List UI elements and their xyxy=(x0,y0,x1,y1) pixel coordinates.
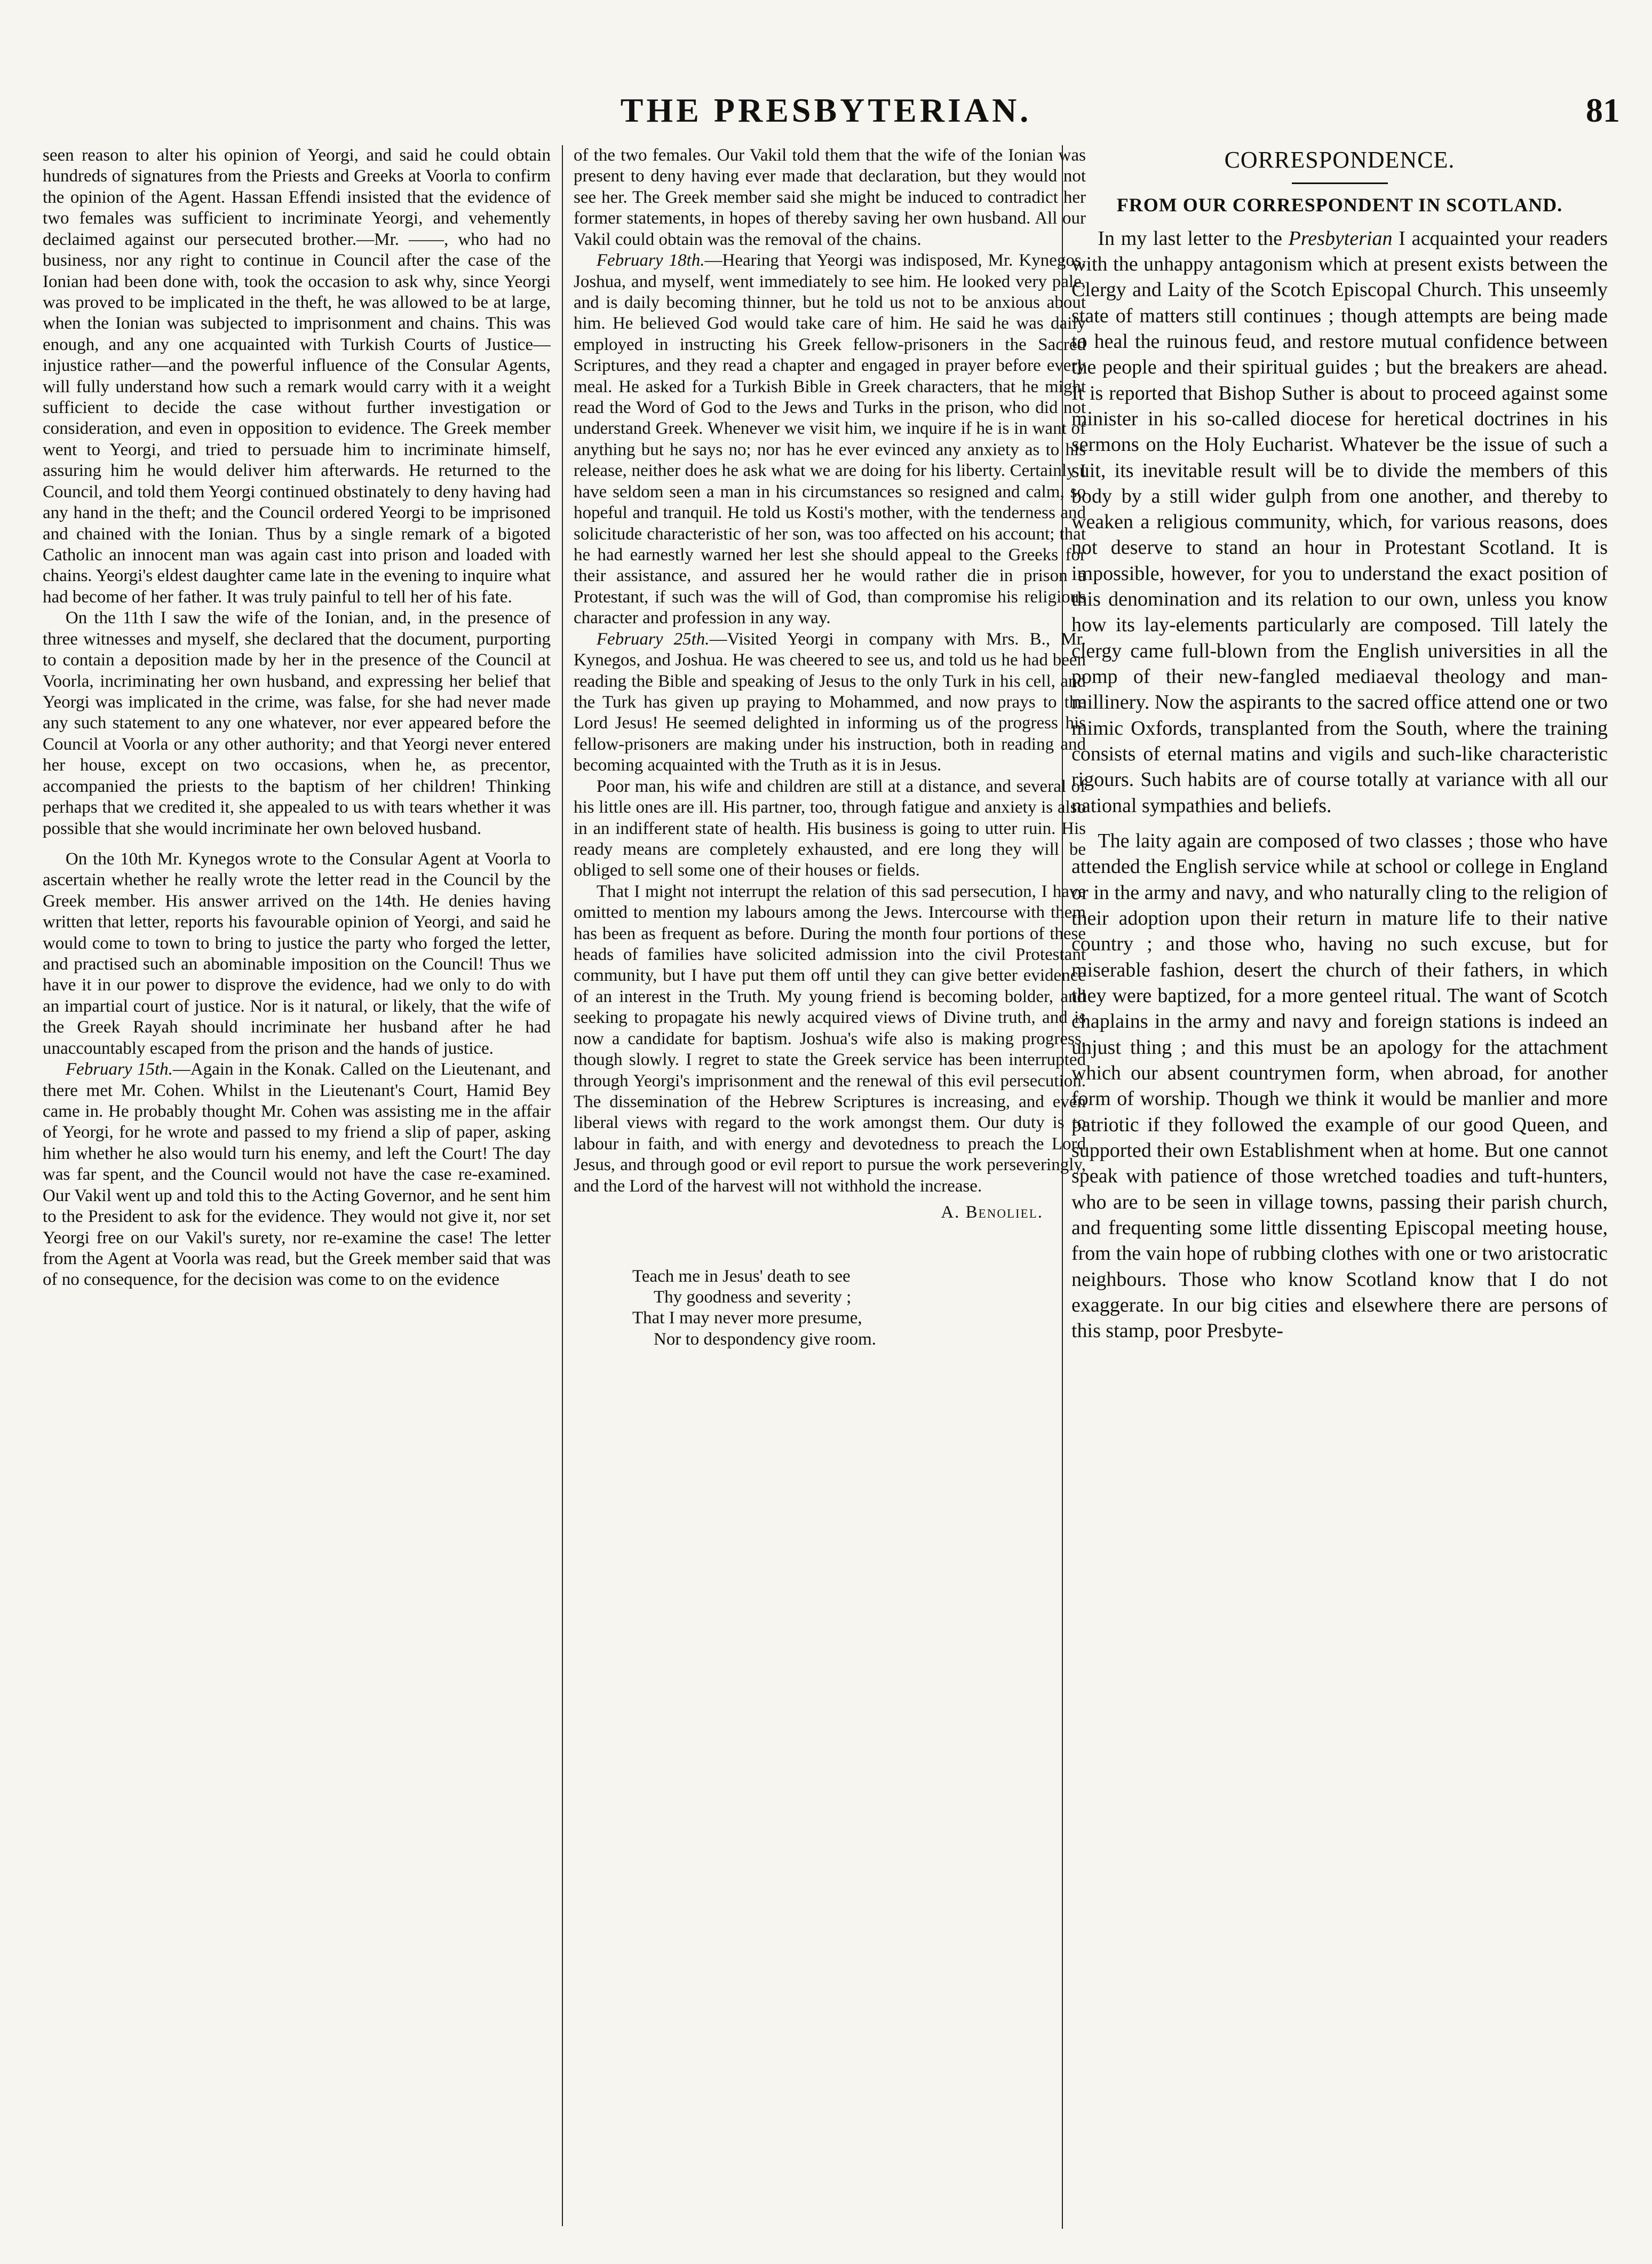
entry-text: —Again in the Konak. Called on the Lieutenant, and there met Mr. Cohen. Whilst in the Lieutenant's Court, Hamid Bey came in. He probably thought Mr. Cohen was assisting me in the affair of Yeorgi, for he wrote and passed to my friend a slip of paper, asking him whether he also would turn his enemy, and left the Court! The day was far spent, and the Council would not have the case re-examined. Our Vakil went up and told this to the Acting Governor, and he sent him to the President to ask for the evidence. They would not give it, nor set Yeorgi free on our Vakil's surety, nor re-examine the case! The letter from the Agent at Voorla was read, but the Greek member said that was of no consequence, for the decision was come to on the evidence xyxy=(43,1060,551,1290)
column-middle xyxy=(574,145,1086,2237)
hymn-line: Nor to despondency give room. xyxy=(654,1329,876,1349)
article-paragraph: Poor man, his wife and children are still at a distance, and several of his little ones are ill. His partner, too, through fatigue and anxiety is also in an indifferent state of health. His business is going to utter ruin. His ready means are completely exhausted, and ere long they will be obliged to sell some one of their houses or fields. xyxy=(574,776,1086,880)
article-paragraph xyxy=(1071,226,1608,819)
text-run: In my last letter to the xyxy=(1098,227,1289,250)
hymn-line: Thy goodness and severity ; xyxy=(654,1287,852,1307)
article-paragraph: of the two females. Our Vakil told them that the wife of the Ionian was present to deny having ever made that declaration, but they would not see her. The Greek member said she might be induced to contradict her former statements, in hopes of thereby saving her own husband. All our Vakil could obtain was the removal of the chains. xyxy=(574,146,1086,249)
entry-text: —Hearing that Yeorgi was indisposed, Mr. Kynegos, Joshua, and myself, went immediately to see him. He looked very pale, and is daily becoming thinner, but he told us not to be anxious about him. He believed God would take care of him. He said he was daily employed in instructing his Greek fellow-prisoners in the Sacred Scriptures, and they read a chapter and engaged in prayer before every meal. He asked for a Turkish Bible in Greek characters, that he might read the Word of God to the Jews and Turks in the prison, who did not understand Greek. Whenever we visit him, we inquire if he is in want of anything but he says no; nor has he ever evinced any anxiety as to his release, neither does he ask what we are doing for his liberty. Certainly I have seldom seen a man in his circumstances so resigned and calm, so hopeful and tranquil. He told us Kosti's mother, with the tenderness and solicitude characteristic of her son, was too affected on his account; that he had earnestly warned her lest she should appeal to the Greeks for their assistance, and assured her he would rather die in prison a Protestant, if such was the will of God, than compromise his religious character and profession in any way. xyxy=(574,251,1086,628)
article-paragraph xyxy=(574,250,1086,629)
author-signature: A. Benoliel. xyxy=(941,1203,1043,1222)
entry-date: February 18th. xyxy=(596,251,705,271)
article-paragraph: The laity again are composed of two classes ; those who have attended the English service while at school or college in England or in the army and navy, and who naturally cling to the religion of their adoption upon their return in mature life to their native country ; and those who, having no such excuse, but for miserable fashion, desert the church of their fathers, in which they were baptized, for a more genteel ritual. The want of Scotch chaplains in the army and navy and foreign stations is indeed an unjust thing ; and this must be an apology for the attachment which our absent countrymen form, when abroad, for another form of worship. Though we think it would be manlier and more patriotic if they followed the example of our good Queen, and supported their own Establishment when at home. But one cannot speak with patience of those wretched toadies and tuft-hunters, who are to be seen in village towns, passing their parish church, and frequenting some little dissenting Episcopal meeting house, from the vain hope of rubbing clothes with one or two aristocratic neighbours. Those who know Scotland know that I do not exaggerate. In our big cities and elsewhere there are persons of this stamp, poor Presbyte- xyxy=(1071,830,1608,1342)
article-paragraph: On the 10th Mr. Kynegos wrote to the Consular Agent at Voorla to ascertain whether he really wrote the letter read in the Council by the Greek member. His answer arrived on the 14th. He denies having written that letter, reports his favourable opinion of Yeorgi, and said he would come to town to bring to justice the party who forged the letter, and practised such an abominable imposition on the Council! Thus we have it in our power to disprove the evidence, had we only to do with an impartial court of justice. Nor is it natural, or likely, that the wife of the Greek Rayah should incriminate her husband after he had unaccountably escaped from the prison and the hands of justice. xyxy=(43,849,551,1058)
entry-text: —Visited Yeorgi in company with Mrs. B., Mr. Kynegos, and Joshua. He was cheered to see us, and told us he had been reading the Bible and speaking of Jesus to the only Turk in his cell, and the Turk has given up praying to Mohammed, and now prays to the Lord Jesus! He seemed delighted in informing us of the progress his fellow-prisoners are making under his instruction, both in reading and becoming acquainted with the Truth as it is in Jesus. xyxy=(574,629,1086,775)
article-paragraph: seen reason to alter his opinion of Yeorgi, and said he could obtain hundreds of signatures from the Priests and Greeks at Voorla to confirm the opinion of the Agent. Hassan Effendi insisted that the evidence of two females was sufficient to incriminate Yeorgi, and vehemently declaimed against our persecuted brother.—Mr. ——, who had no business, nor any right to continue in Council after the case of the Ionian had been done with, took the occasion to ask why, since Yeorgi was proved to be implicated in the theft, he was allowed to be at large, when the Ionian was subjected to imprisonment and chains. This was enough, and any one acquainted with Turkish Courts of Justice—injustice rather—and the powerful influence of the Consular Agents, will fully understand how such a remark would carry with it a weight sufficient to decide the case without further investigation or consideration, and even in opposition to evidence. The Greek member went to Yeorgi, and tried to persuade him to incriminate himself, assuring him he would deliver him afterwards. He returned to the Council, and told them Yeorgi continued obstinately to deny having had any hand in the theft; and the Council ordered Yeorgi to be imprisoned and chained with the Ionian. Thus by a single remark of a bigoted Catholic an innocent man was again cast into prison and loaded with chains. Yeorgi's eldest daughter came late in the evening to inquire what had become of her father. It was truly painful to tell her of his fate. xyxy=(43,146,551,607)
column-right xyxy=(1071,145,1608,2237)
page-number: 81 xyxy=(1586,91,1620,129)
article-paragraph: On the 11th I saw the wife of the Ionian, and, in the presence of three witnesses and myself, she declared that the document, purporting to contain a deposition made by her in the presence of the Council at Voorla, incriminating her own husband, and expressing her belief that Yeorgi was implicated in the crime, was false, for she had never made any such statement to any one whatever, nor ever appeared before the Council at Voorla or any other authority; and that Yeorgi never entered her house, except on two occasions, when he, as precentor, accompanied the priests to the baptism of her children! Thinking perhaps that we credited it, she appealed to us with tears whether it was possible that she would incriminate her own beloved husband. xyxy=(43,608,551,838)
entry-date: February 25th. xyxy=(596,629,710,649)
section-title: CORRESPONDENCE. xyxy=(1224,147,1455,173)
article-paragraph xyxy=(574,629,1086,776)
article-paragraph: That I might not interrupt the relation of this sad persecution, I have omitted to mention my labours among the Jews. Intercourse with them has been as frequent as before. During the month four portions of these heads of families have solicited admission into the civil Protestant community, but I have put them off until they can give better evidence of an interest in the Truth. My young friend is becoming bolder, and seeking to propagate his newly acquired views of Divine truth, and is now a candidate for baptism. Joshua's wife also is making progress, though slowly. I regret to state the Greek service has been interrupted through Yeorgi's imprisonment and the renewal of this evil persecution. The dissemination of the Hebrew Scriptures is increasing, and even liberal views with regard to the work amongst them. Our duty is to labour in faith, and with energy and devotedness to preach the Lord Jesus, and through good or evil report to pursue the work perseveringly, and the Lord of the harvest will not withhold the increase. xyxy=(574,881,1086,1196)
hymn-verse xyxy=(632,1266,1086,1351)
hymn-line: Teach me in Jesus' death to see xyxy=(632,1266,851,1286)
newspaper-title: THE PRESBYTERIAN. xyxy=(620,91,1032,129)
publication-name: Presbyterian xyxy=(1288,227,1393,250)
sub-title: FROM OUR CORRESPONDENT IN SCOTLAND. xyxy=(1116,194,1563,216)
article-paragraph xyxy=(43,1059,551,1291)
text-run: I acquainted your readers with the unhappy antagonism which at present exists between the Clergy and Laity of the Scotch Episcopal Church. This unseemly state of matters still continues ; though attempts are being made to heal the ruinous feud, and restore mutual confidence between the people and their spiritual guides ; but the breakers are ahead. It is reported that Bishop Suther is about to proceed against some minister in his so-called diocese for heretical doctrines in his sermons on the Holy Eucharist. Whatever be the issue of such a suit, its inevitable result will be to divide the members of this body by a still wider gulph from one another, and thereby to weaken a religious community, which, for various reasons, does not deserve to stand an hour in Protestant Scotland. It is impossible, however, for you to understand the exact position of this denomination and its relation to our own, unless you know how its lay-elements particularly are composed. Till lately the clergy came full-blown from the English universities in all the pomp of their new-fangled mediaeval theology and man-millinery. Now the aspirants to the sacred office attend one or two mimic Oxfords, transplanted from the South, where the training consists of eternal matins and vigils and such-like characteristic rigours. Such habits are of course totally at variance with all our national sympathies and beliefs. xyxy=(1071,227,1608,817)
column-divider-left xyxy=(562,145,563,2226)
title-rule xyxy=(1292,182,1388,184)
hymn-line: That I may never more presume, xyxy=(632,1308,862,1328)
column-left xyxy=(43,145,551,2237)
entry-date: February 15th. xyxy=(65,1060,173,1079)
